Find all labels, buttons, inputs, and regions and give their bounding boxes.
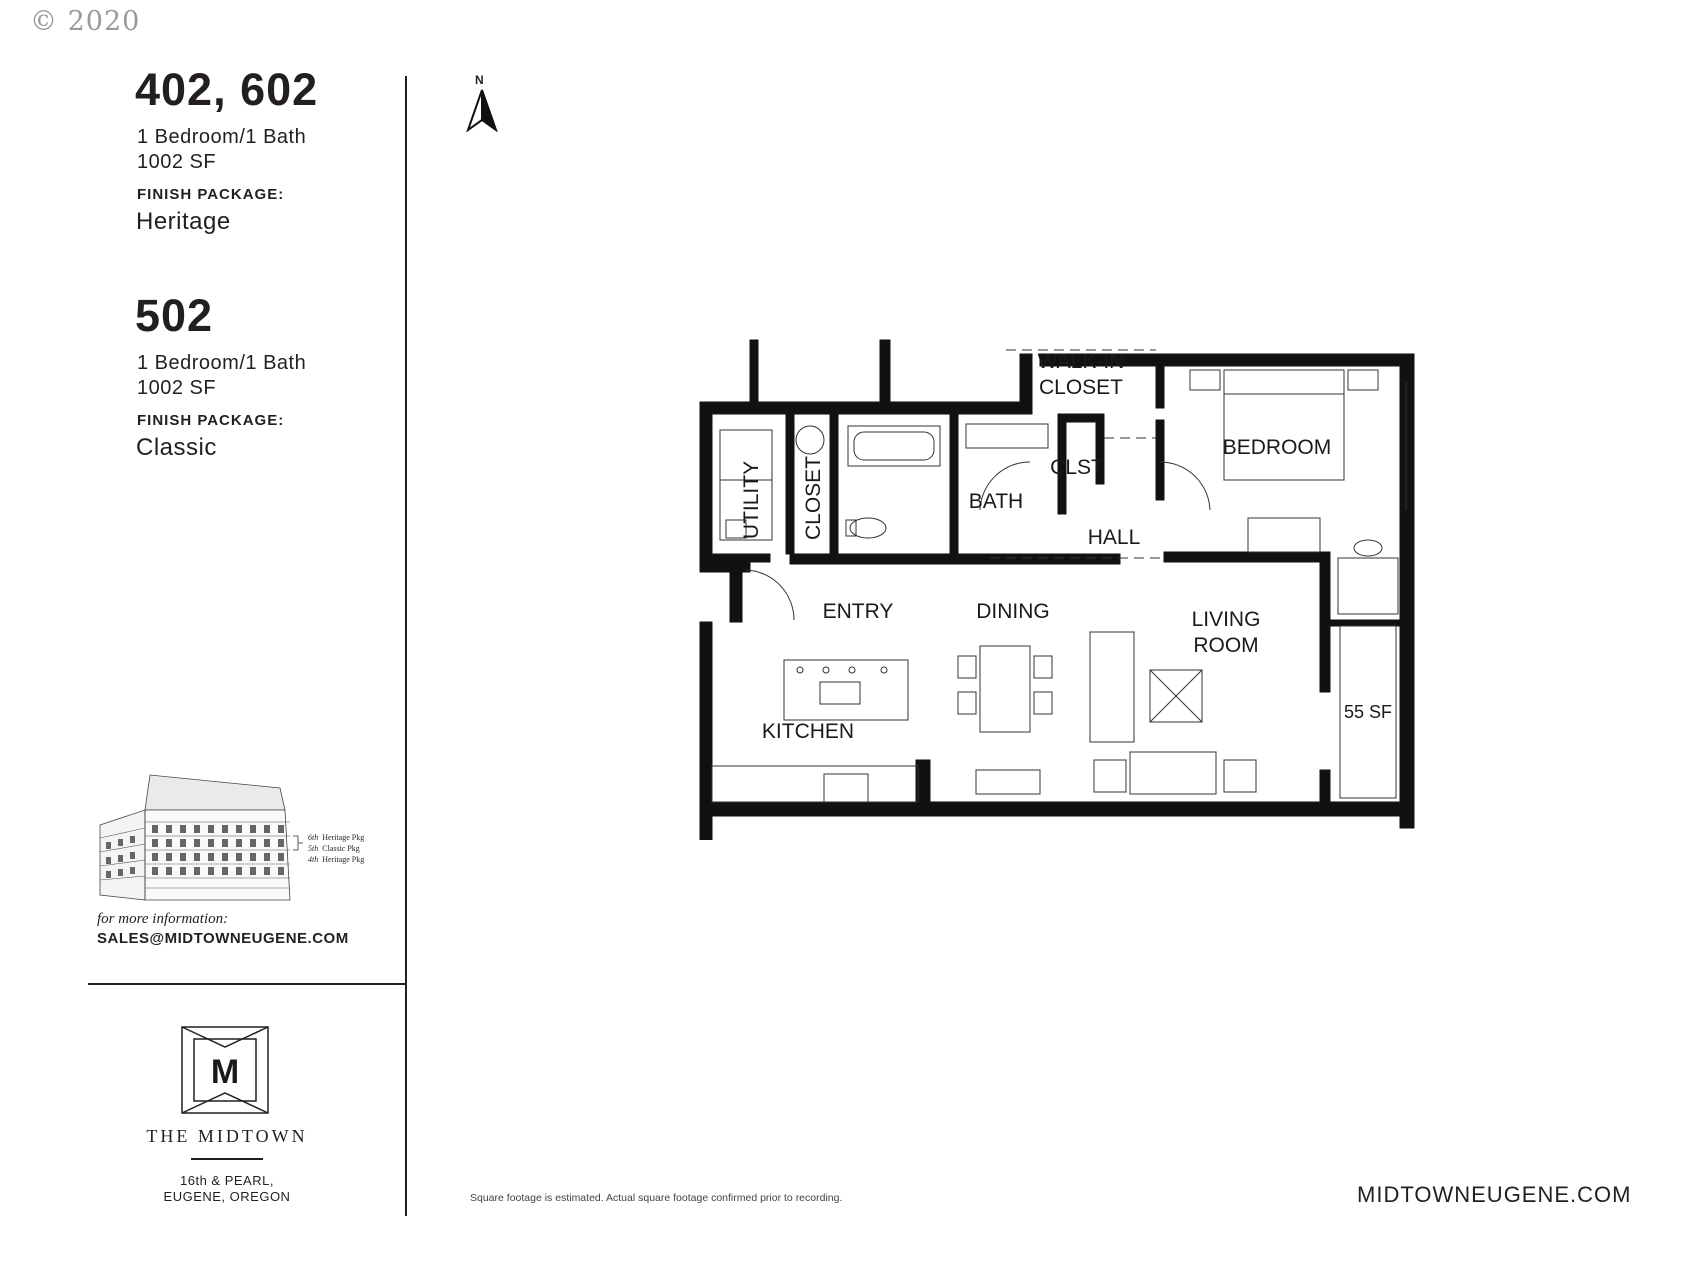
section-divider: [88, 983, 406, 985]
room-label-walkin: CLOSET: [1038, 376, 1124, 399]
address-line-1: 16th & PEARL,: [180, 1173, 274, 1188]
column-divider: [405, 76, 407, 1216]
finish-package-value: Heritage: [136, 208, 231, 235]
building-floor-legend: [308, 832, 364, 865]
legend-floor: 5th: [308, 844, 319, 853]
unit-area: 1002 SF: [137, 377, 217, 399]
logo-letter: M: [210, 1053, 240, 1091]
website-link[interactable]: MIDTOWNEUGENE.COM: [1357, 1182, 1632, 1207]
finish-package-label: FINISH PACKAGE:: [137, 186, 285, 203]
room-label-utility: UTILITY: [740, 460, 763, 540]
room-label-clst: CLST: [1050, 456, 1104, 479]
room-label-closet: CLOSET: [802, 455, 825, 541]
finish-package-value: Classic: [136, 434, 217, 461]
room-label-bath: BATH: [968, 490, 1024, 513]
brand-name: THE MIDTOWN: [146, 1126, 308, 1146]
midtown-logo: [180, 1025, 270, 1115]
north-arrow-icon: [466, 88, 498, 132]
finish-package-label: FINISH PACKAGE:: [137, 412, 285, 429]
legend-floor: 4th: [308, 855, 319, 864]
room-label-hall: HALL: [1087, 526, 1141, 549]
legend-package: Heritage Pkg: [322, 833, 365, 842]
legend-package: Heritage Pkg: [322, 855, 365, 864]
north-label: N: [475, 73, 484, 87]
unit-type: 1 Bedroom/1 Bath: [137, 126, 307, 148]
square-footage-disclaimer: Square footage is estimated. Actual square footage confirmed prior to recording.: [470, 1192, 843, 1204]
unit-title: 402, 602: [135, 64, 319, 115]
room-label-entry: ENTRY: [822, 600, 894, 623]
copyright-text: © 2020: [30, 6, 141, 37]
address-line-2: EUGENE, OREGON: [163, 1189, 291, 1204]
room-label-dining: DINING: [976, 600, 1050, 623]
brand-rule: [191, 1158, 263, 1160]
legend-floor: 6th: [308, 833, 319, 842]
room-label-walkin: WALK-IN: [1037, 350, 1125, 373]
contact-email-link[interactable]: SALES@MIDTOWNEUGENE.COM: [97, 930, 349, 947]
room-label-balcony: 55 SF: [1343, 702, 1393, 722]
legend-package: Classic Pkg: [322, 844, 360, 853]
room-label-living: LIVING: [1191, 608, 1261, 631]
room-label-bedroom: BEDROOM: [1222, 436, 1332, 459]
floor-plan: [690, 330, 1420, 840]
room-label-living: ROOM: [1193, 634, 1259, 657]
room-label-kitchen: KITCHEN: [761, 720, 855, 743]
unit-title: 502: [135, 290, 214, 341]
unit-type: 1 Bedroom/1 Bath: [137, 352, 307, 374]
contact-label: for more information:: [97, 911, 229, 927]
unit-area: 1002 SF: [137, 151, 217, 173]
